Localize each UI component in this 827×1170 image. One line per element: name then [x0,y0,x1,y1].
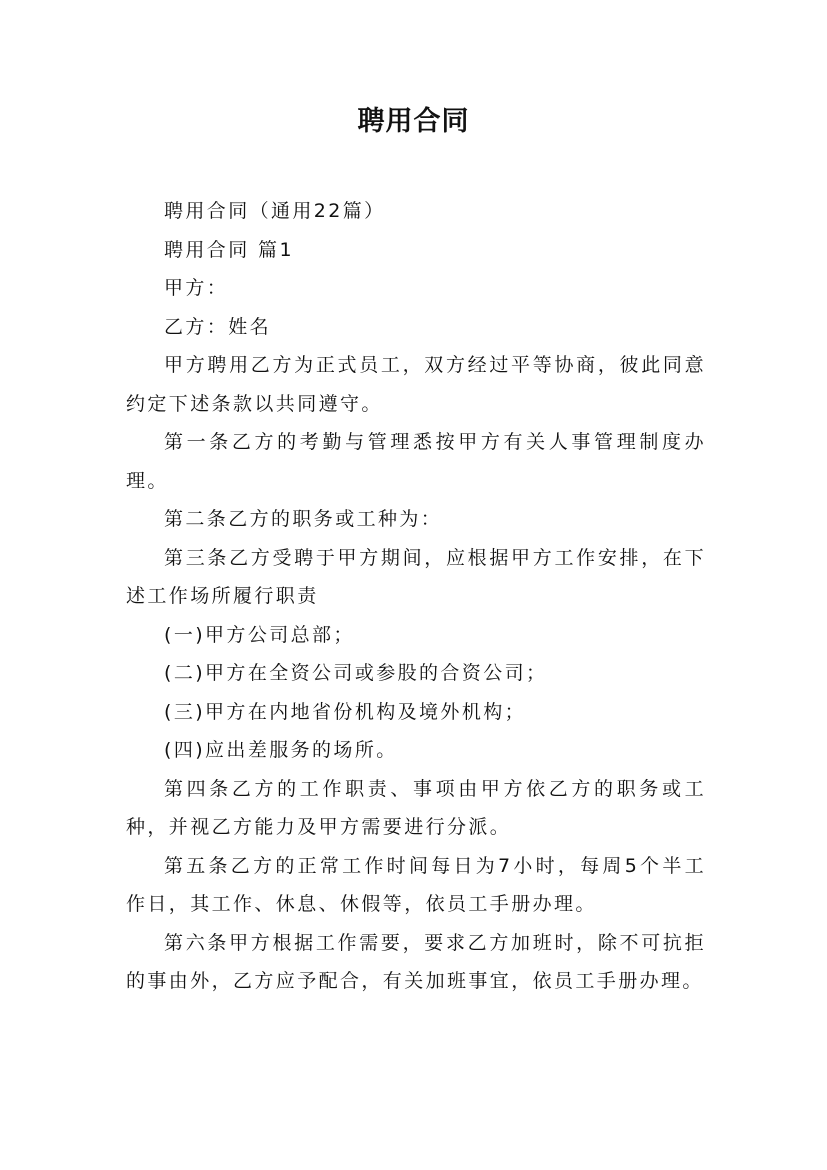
party-b-line: 乙方：姓名 [164,315,272,338]
clause-3: 第三条乙方受聘于甲方期间，应根据甲方工作安排，在下述工作场所履行职责 [126,546,706,607]
clause-5: 第五条乙方的正常工作时间每日为7小时，每周5个半工作日，其工作、休息、休假等，依员工手册办理。 [126,854,706,915]
clause-4: 第四条乙方的工作职责、事项由甲方依乙方的职务或工种，并视乙方能力及甲方需要进行分派。 [126,777,706,838]
clause-2: 第二条乙方的职务或工种为： [164,508,443,530]
clause-6: 第六条甲方根据工作需要，要求乙方加班时，除不可抗拒的事由外，乙方应予配合，有关加班事宜，依员工手册办理。 [126,931,706,992]
document-body [126,192,706,1001]
clause-3-item-4: (四)应出差服务的场所。 [164,739,398,761]
document-title: 聘用合同 [357,106,470,137]
clause-3-item-3: (三)甲方在内地省份机构及境外机构； [164,700,527,723]
clause-3-item-2: (二)甲方在全资公司或参股的合资公司； [164,662,548,684]
party-a-line: 甲方： [164,277,229,299]
clause-3-item-1: (一)甲方公司总部； [164,623,355,646]
paragraph-heading: 聘用合同（通用22篇） [164,200,386,222]
clause-1: 第一条乙方的考勤与管理悉按甲方有关人事管理制度办理。 [126,431,706,492]
paragraph-intro: 甲方聘用乙方为正式员工，双方经过平等协商，彼此同意约定下述条款以共同遵守。 [126,354,706,415]
paragraph-subheading: 聘用合同 篇1 [164,238,294,261]
